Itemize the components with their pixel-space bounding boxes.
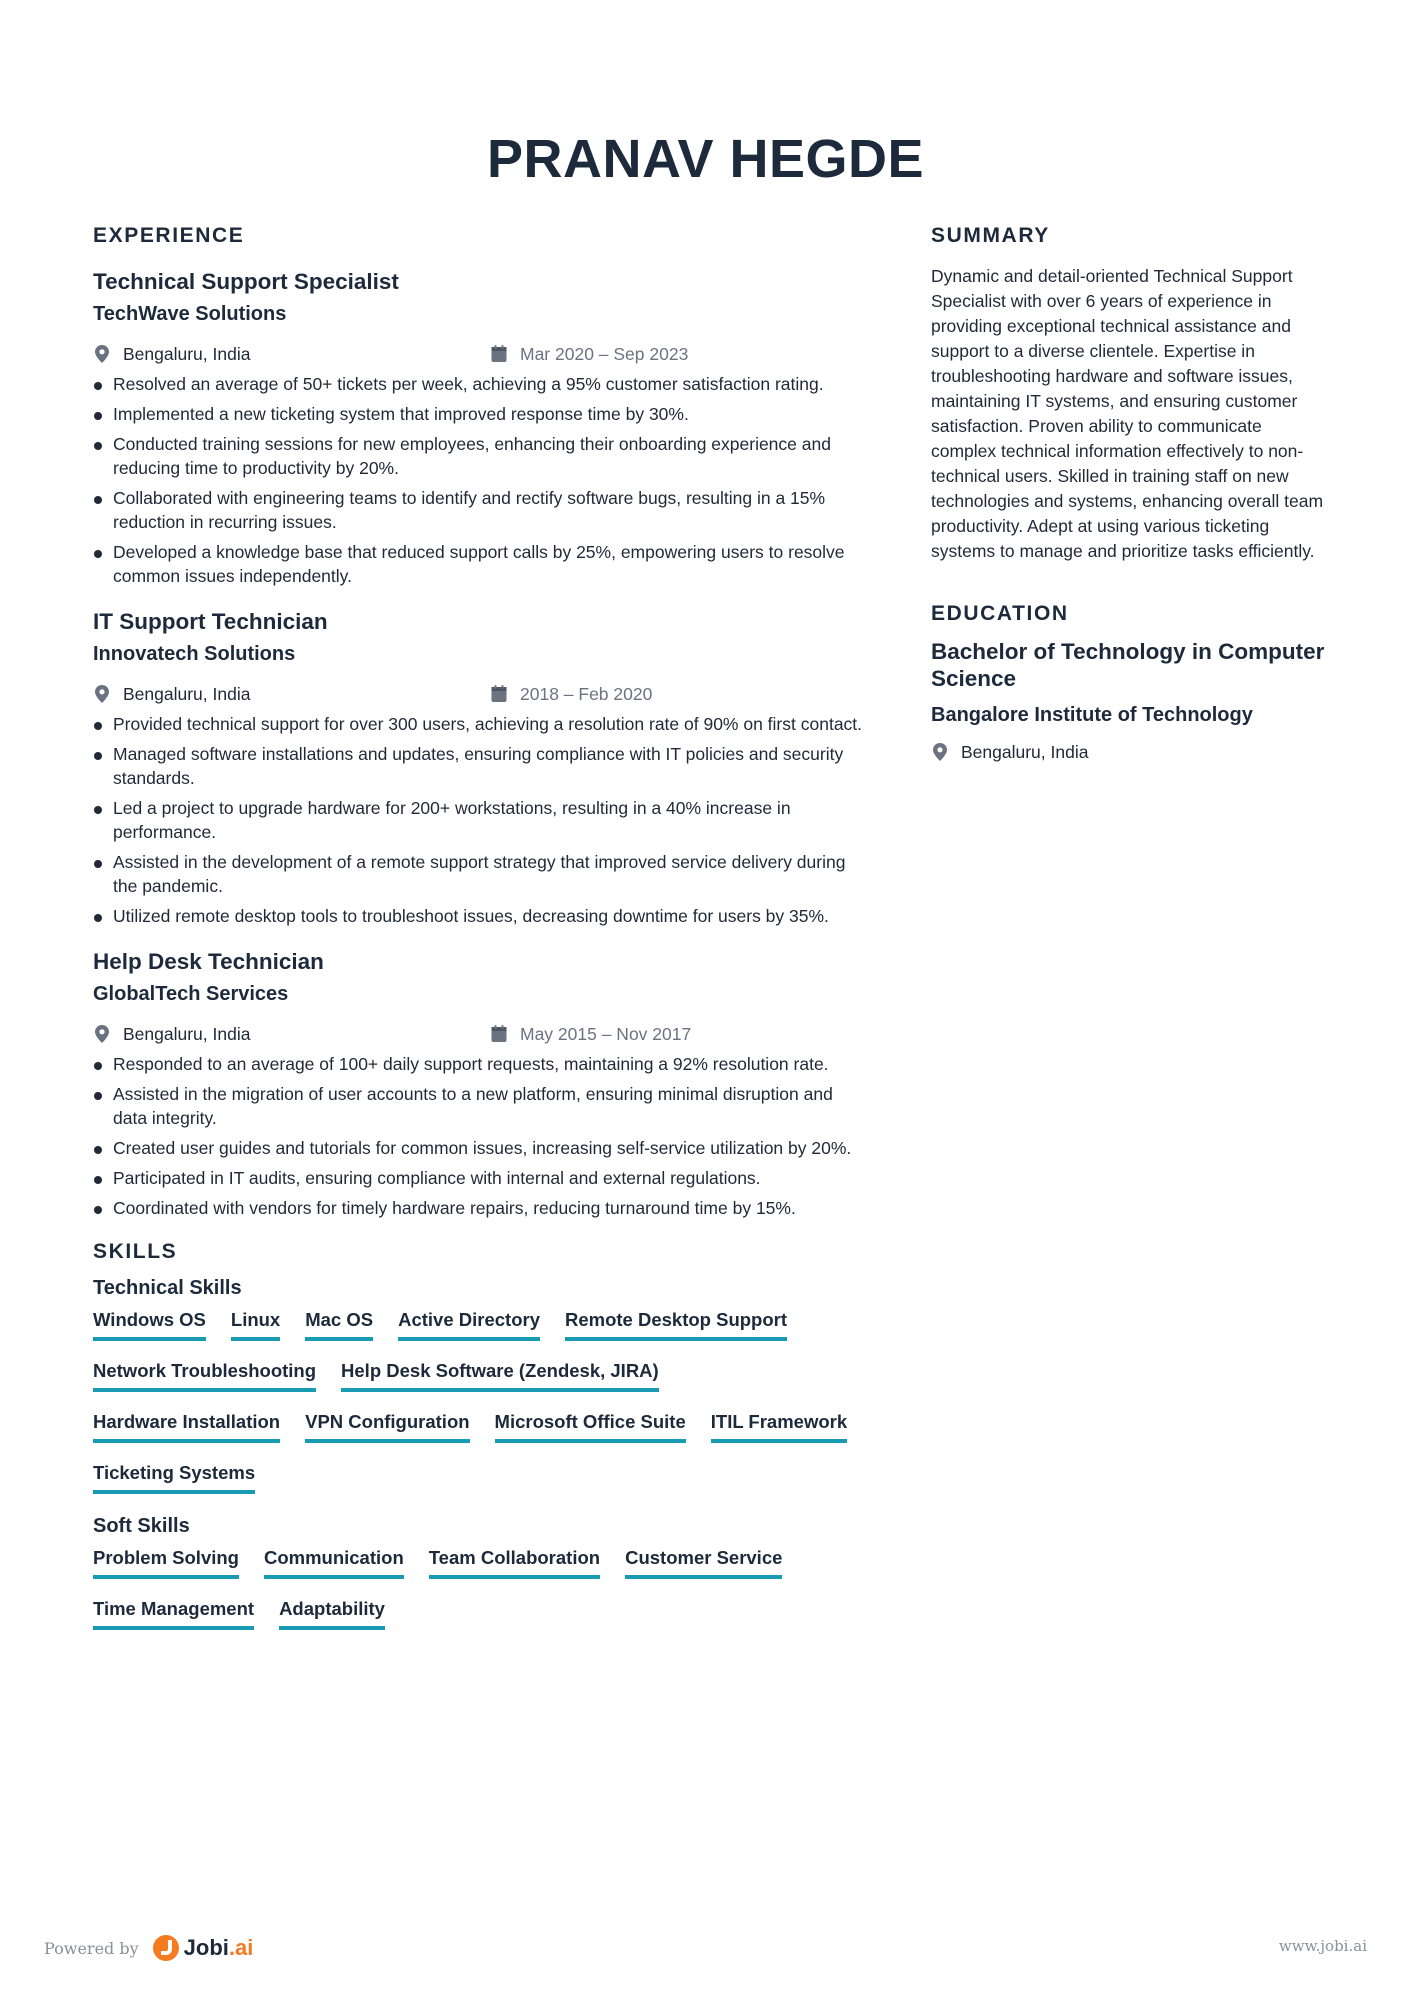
education-school: Bangalore Institute of Technology — [931, 704, 1253, 726]
education-location-text: Bengaluru, India — [961, 741, 1089, 762]
footer-powered-by — [44, 1935, 253, 1961]
skill-tag: Microsoft Office Suite — [495, 1410, 686, 1443]
job-dates-text: 2018 – Feb 2020 — [520, 683, 653, 704]
education-degree: Bachelor of Technology in Computer Science — [931, 639, 1325, 691]
job-bullet: Collaborated with engineering teams to identify and rectify software bugs, resulting in a 15% reduction in recurring issues. — [93, 486, 865, 534]
skill-tag: Mac OS — [305, 1308, 373, 1341]
job-dates — [490, 684, 652, 705]
job-entry — [93, 266, 865, 588]
jobi-logo-icon — [153, 1935, 179, 1961]
skill-tag: Linux — [231, 1308, 280, 1341]
calendar-icon — [490, 1024, 508, 1044]
skill-tag: Windows OS — [93, 1308, 206, 1341]
job-location — [93, 684, 490, 705]
job-bullets — [93, 1052, 865, 1220]
skill-tag: Ticketing Systems — [93, 1461, 255, 1494]
right-column — [931, 222, 1331, 766]
skill-group-title: Soft Skills — [93, 1515, 190, 1537]
job-meta — [93, 1020, 865, 1048]
skill-tag: ITIL Framework — [711, 1410, 847, 1443]
job-bullet: Implemented a new ticketing system that improved response time by 30%. — [93, 402, 865, 426]
skill-tag: Hardware Installation — [93, 1410, 280, 1443]
skill-tag: Communication — [264, 1546, 404, 1579]
job-dates-text: May 2015 – Nov 2017 — [520, 1023, 692, 1044]
skill-tag: Network Troubleshooting — [93, 1359, 316, 1392]
job-title: Technical Support Specialist — [93, 269, 399, 294]
skill-group — [93, 1274, 865, 1494]
footer-url[interactable]: www.jobi.ai — [1278, 1937, 1367, 1955]
skill-tag: VPN Configuration — [305, 1410, 469, 1443]
skill-group — [93, 1512, 865, 1630]
experience-heading: EXPERIENCE — [93, 224, 245, 247]
job-location — [93, 1024, 490, 1045]
candidate-name: PRANAV HEGDE — [486, 129, 925, 189]
job-bullets — [93, 712, 865, 928]
job-entry — [93, 606, 865, 928]
skill-tags — [93, 1308, 865, 1494]
job-dates-text: Mar 2020 – Sep 2023 — [520, 343, 689, 364]
calendar-icon — [490, 344, 508, 364]
job-bullet: Coordinated with vendors for timely hardware repairs, reducing turnaround time by 15%. — [93, 1196, 865, 1220]
job-location-text: Bengaluru, India — [123, 1023, 251, 1044]
map-pin-icon — [93, 684, 111, 704]
job-bullet: Created user guides and tutorials for common issues, increasing self-service utilization by 20%. — [93, 1136, 865, 1160]
education-heading: EDUCATION — [931, 602, 1069, 625]
map-pin-icon — [93, 344, 111, 364]
powered-by-text: Powered by — [44, 1938, 139, 1958]
job-meta — [93, 340, 865, 368]
skills-section — [93, 1238, 865, 1630]
skill-tag: Adaptability — [279, 1597, 385, 1630]
job-location-text: Bengaluru, India — [123, 683, 251, 704]
job-bullet: Provided technical support for over 300 users, achieving a resolution rate of 90% on first contact. — [93, 712, 865, 736]
job-bullet: Managed software installations and updates, ensuring compliance with IT policies and security standards. — [93, 742, 865, 790]
job-entry — [93, 946, 865, 1220]
job-company: Innovatech Solutions — [93, 643, 296, 665]
jobi-logo-text: Jobi.ai — [183, 1935, 254, 1960]
job-company: GlobalTech Services — [93, 983, 289, 1005]
job-bullet: Participated in IT audits, ensuring compliance with internal and external regulations. — [93, 1166, 865, 1190]
job-bullet: Utilized remote desktop tools to troubleshoot issues, decreasing downtime for users by 35%. — [93, 904, 865, 928]
experience-list — [93, 266, 865, 1220]
skill-tag: Help Desk Software (Zendesk, JIRA) — [341, 1359, 659, 1392]
job-dates — [490, 344, 688, 365]
job-bullet: Responded to an average of 100+ daily support requests, maintaining a 92% resolution rate. — [93, 1052, 865, 1076]
skill-tag: Time Management — [93, 1597, 254, 1630]
jobi-logo[interactable] — [153, 1935, 254, 1961]
summary-text: Dynamic and detail-oriented Technical Support Specialist with over 6 years of experience in providing exceptional technical assistance and support to a diverse clientele. Expertise in troubleshooting hardware and software issues, maintaining IT systems, and ensuring customer satisfaction. Proven ability to communicate complex technical information effectively to non-technical users. Skilled in training staff on new technologies and systems, enhancing overall team productivity. Adept at using various ticketing systems to manage and prioritize tasks efficiently. — [931, 266, 1324, 561]
job-bullet: Assisted in the migration of user accounts to a new platform, ensuring minimal disruption and data integrity. — [93, 1082, 865, 1130]
skill-groups — [93, 1274, 865, 1630]
job-bullet: Assisted in the development of a remote support strategy that improved service delivery during the pandemic. — [93, 850, 865, 898]
map-pin-icon — [93, 1024, 111, 1044]
job-bullet: Conducted training sessions for new employees, enhancing their onboarding experience and reducing time to productivity by 20%. — [93, 432, 865, 480]
job-bullet: Led a project to upgrade hardware for 200+ workstations, resulting in a 40% increase in performance. — [93, 796, 865, 844]
education-location — [931, 738, 1331, 766]
skill-tags — [93, 1546, 865, 1630]
job-location — [93, 344, 490, 365]
job-title: Help Desk Technician — [93, 949, 324, 974]
calendar-icon — [490, 684, 508, 704]
job-bullets — [93, 372, 865, 588]
map-pin-icon — [931, 742, 949, 762]
skill-group-title: Technical Skills — [93, 1277, 242, 1299]
skill-tag: Problem Solving — [93, 1546, 239, 1579]
skill-tag: Team Collaboration — [429, 1546, 600, 1579]
job-bullet: Developed a knowledge base that reduced support calls by 25%, empowering users to resolve common issues independently. — [93, 540, 865, 588]
job-meta — [93, 680, 865, 708]
skill-tag: Active Directory — [398, 1308, 540, 1341]
job-location-text: Bengaluru, India — [123, 343, 251, 364]
skills-heading: SKILLS — [93, 1240, 178, 1263]
job-company: TechWave Solutions — [93, 303, 287, 325]
job-title: IT Support Technician — [93, 609, 328, 634]
job-bullet: Resolved an average of 50+ tickets per week, achieving a 95% customer satisfaction rating. — [93, 372, 865, 396]
job-dates — [490, 1024, 691, 1045]
summary-heading: SUMMARY — [931, 224, 1050, 247]
skill-tag: Customer Service — [625, 1546, 782, 1579]
left-column — [93, 222, 865, 1648]
skill-tag: Remote Desktop Support — [565, 1308, 787, 1341]
